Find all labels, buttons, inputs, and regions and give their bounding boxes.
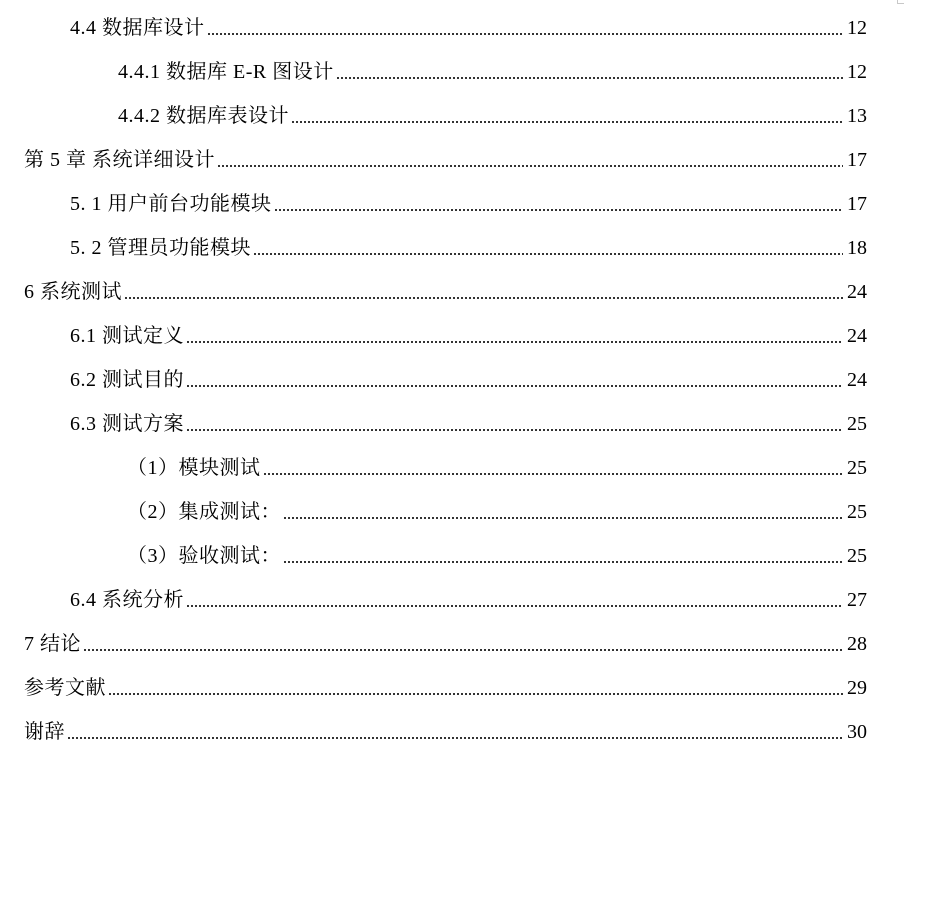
toc-dot-leader <box>124 294 843 300</box>
toc-dot-leader <box>336 74 843 80</box>
toc-entry-integration-test[interactable] <box>127 498 867 526</box>
toc-entry-title: 5. 2 管理员功能模块 <box>70 237 251 259</box>
toc-dot-leader <box>253 250 843 256</box>
toc-entry-acceptance-test[interactable] <box>127 542 867 570</box>
toc-entry-page: 13 <box>847 105 867 127</box>
toc-entry-title: 4.4.2 数据库表设计 <box>118 105 289 127</box>
toc-dot-leader <box>283 514 843 520</box>
toc-entry-title: 5. 1 用户前台功能模块 <box>70 193 272 215</box>
toc-entry-title: 第 5 章 系统详细设计 <box>24 149 215 171</box>
toc-entry-page: 24 <box>847 325 867 347</box>
toc-entry-5-2[interactable] <box>70 234 867 262</box>
toc-entry-page: 25 <box>847 413 867 435</box>
toc-entry-6-3[interactable] <box>70 410 867 438</box>
toc-entry-page: 17 <box>847 193 867 215</box>
toc-dot-leader <box>186 602 843 608</box>
toc-entry-page: 25 <box>847 457 867 479</box>
toc-entry-chapter-5[interactable] <box>24 146 867 174</box>
toc-dot-leader <box>291 118 843 124</box>
toc-dot-leader <box>83 646 843 652</box>
toc-dot-leader <box>263 470 844 476</box>
toc-entry-title: 参考文献 <box>24 677 106 699</box>
toc-entry-page: 12 <box>847 17 867 39</box>
toc-entry-page: 27 <box>847 589 867 611</box>
toc-entry-5-1[interactable] <box>70 190 867 218</box>
toc-dot-leader <box>186 338 843 344</box>
toc-entry-title: 6.1 测试定义 <box>70 325 184 347</box>
toc-entry-4-4[interactable] <box>70 14 867 42</box>
toc-entry-title: 谢辞 <box>24 721 65 743</box>
toc-dot-leader <box>67 734 843 740</box>
toc-entry-title: 4.4.1 数据库 E-R 图设计 <box>118 61 334 83</box>
toc-dot-leader <box>274 206 844 212</box>
toc-entry-page: 12 <box>847 61 867 83</box>
toc-entry-4-4-2[interactable] <box>118 102 867 130</box>
toc-entry-page: 24 <box>847 281 867 303</box>
toc-entry-title: （3）验收测试： <box>127 545 281 567</box>
toc-dot-leader <box>186 426 843 432</box>
toc-entry-title: （1）模块测试 <box>127 457 261 479</box>
toc-entry-page: 29 <box>847 677 867 699</box>
toc-entry-page: 17 <box>847 149 867 171</box>
toc-entry-title: 4.4 数据库设计 <box>70 17 205 39</box>
toc-entry-title: 7 结论 <box>24 633 81 655</box>
toc-entry-title: 6 系统测试 <box>24 281 122 303</box>
toc-entry-chapter-6[interactable] <box>24 278 867 306</box>
page-corner-mark <box>897 0 904 4</box>
toc-dot-leader <box>108 690 843 696</box>
toc-entry-page: 24 <box>847 369 867 391</box>
toc-dot-leader <box>207 30 844 36</box>
toc-entry-6-2[interactable] <box>70 366 867 394</box>
toc-entry-page: 30 <box>847 721 867 743</box>
toc-entry-title: 6.4 系统分析 <box>70 589 184 611</box>
toc-dot-leader <box>283 558 843 564</box>
toc-entry-acknowledgements[interactable] <box>24 718 867 746</box>
toc-entry-module-test[interactable] <box>127 454 867 482</box>
toc-dot-leader <box>186 382 843 388</box>
toc-entry-page: 18 <box>847 237 867 259</box>
toc-entry-title: 6.3 测试方案 <box>70 413 184 435</box>
toc-entry-6-4[interactable] <box>70 586 867 614</box>
toc-entry-4-4-1[interactable] <box>118 58 867 86</box>
toc-entry-chapter-7[interactable] <box>24 630 867 658</box>
toc-entry-page: 28 <box>847 633 867 655</box>
toc-entry-title: （2）集成测试： <box>127 501 281 523</box>
toc-entry-references[interactable] <box>24 674 867 702</box>
toc-entry-title: 6.2 测试目的 <box>70 369 184 391</box>
toc-dot-leader <box>217 162 843 168</box>
toc-entry-6-1[interactable] <box>70 322 867 350</box>
toc-entry-page: 25 <box>847 545 867 567</box>
toc-entry-page: 25 <box>847 501 867 523</box>
